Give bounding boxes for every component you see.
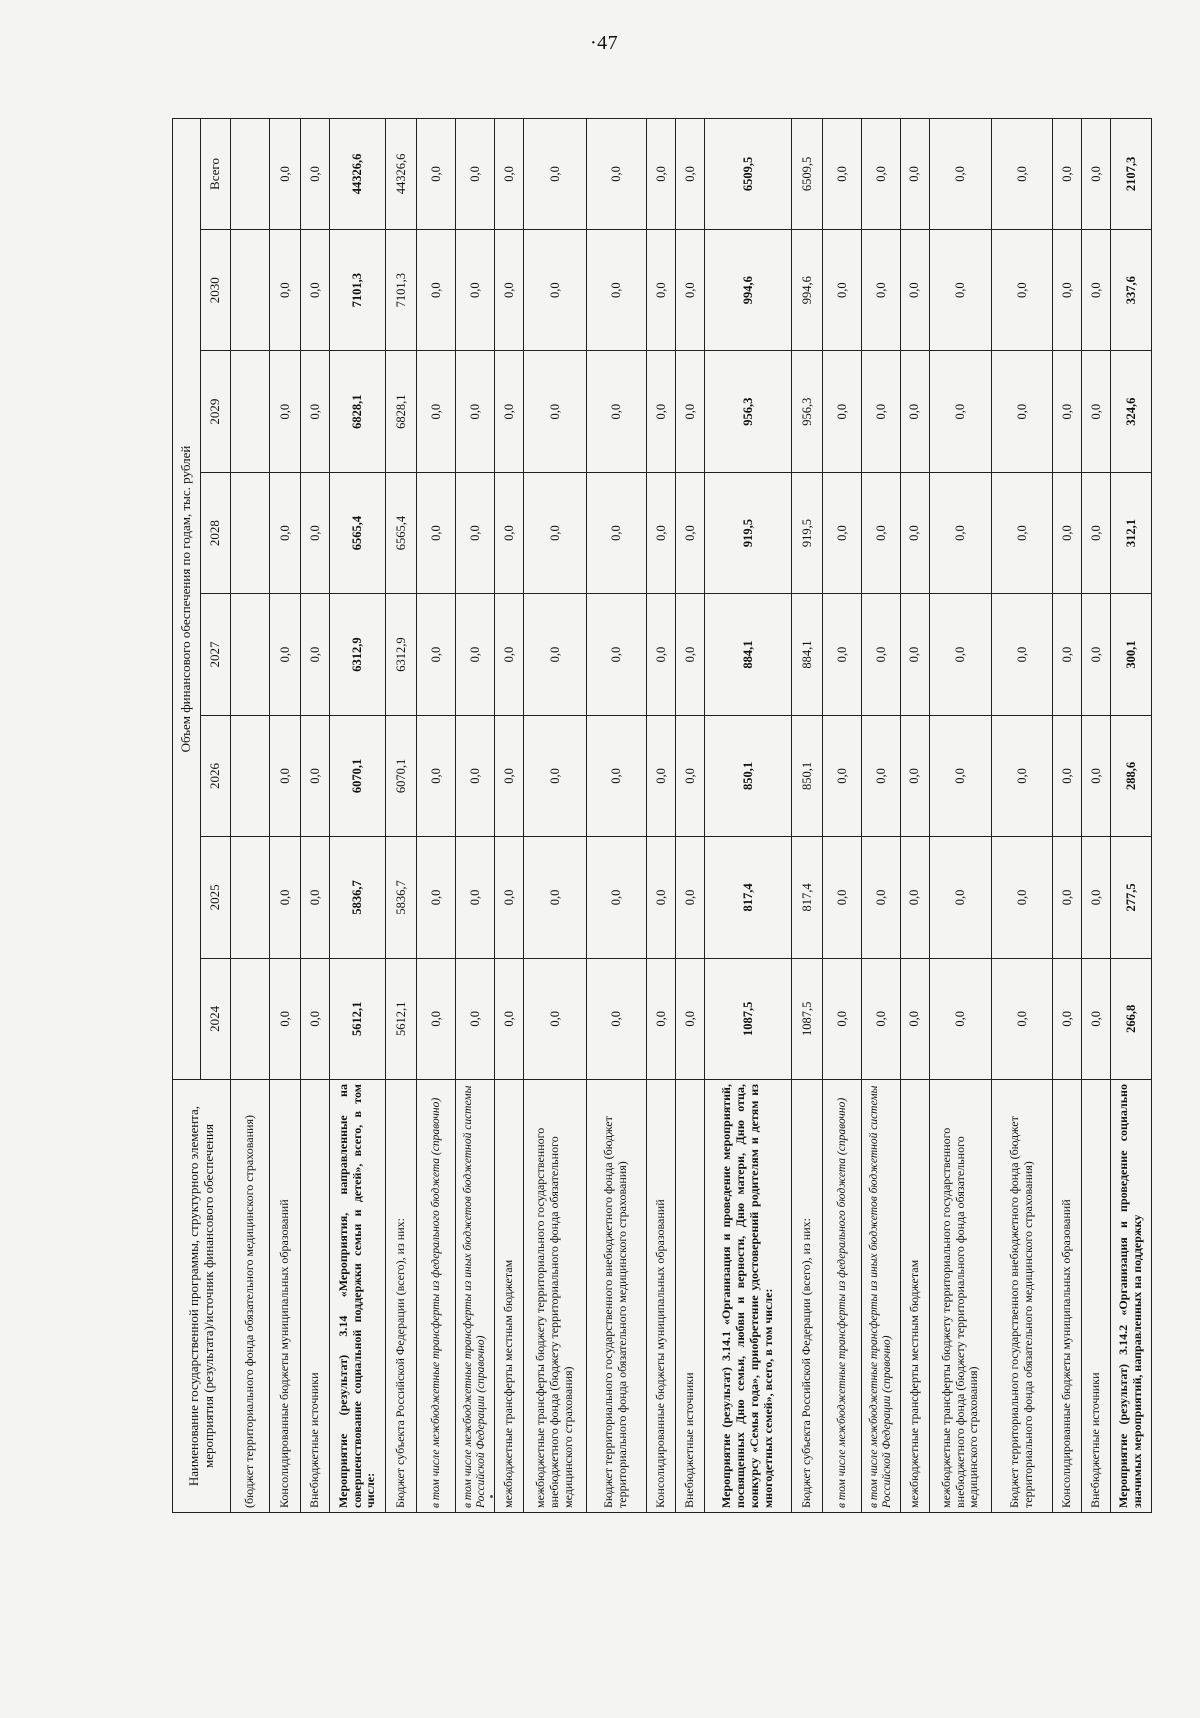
cell-year-value: 0,0 xyxy=(494,472,523,593)
cell-year-value: 0,0 xyxy=(417,958,456,1079)
cell-year-value: 0,0 xyxy=(417,837,456,958)
row-label: Мероприятие (результат) 3.14.1 «Организация и проведение мероприятий, посвященных Дню семьи, любви и верности, Дню матери, Дню отца, конкурсу «Семья года», приобретение удостоверений родителям и детям из многодетных семей», всего, в том числе: xyxy=(704,1080,791,1513)
cell-year-value: 0,0 xyxy=(269,958,300,1079)
cell-year-value: 0,0 xyxy=(523,958,586,1079)
cell-year-value: 0,0 xyxy=(586,351,646,472)
row-label: Бюджет субъекта Российской Федерации (всего), из них: xyxy=(386,1080,417,1513)
cell-year-value: 0,0 xyxy=(494,837,523,958)
cell-year-value: 0,0 xyxy=(301,837,330,958)
cell-total: 0,0 xyxy=(1052,119,1081,230)
cell-total: 0,0 xyxy=(646,119,675,230)
cell-year-value: 0,0 xyxy=(992,351,1052,472)
cell-total: 6509,5 xyxy=(791,119,822,230)
cell-year-value: 0,0 xyxy=(929,837,992,958)
cell-year-value: 0,0 xyxy=(586,837,646,958)
cell-year-value: 0,0 xyxy=(586,594,646,715)
cell-year-value: 0,0 xyxy=(929,715,992,836)
cell-year-value: 0,0 xyxy=(823,594,862,715)
cell-year-value: 0,0 xyxy=(1081,351,1110,472)
cell-total: 0,0 xyxy=(494,119,523,230)
cell-year-value: 0,0 xyxy=(675,958,704,1079)
header-year: 2026 xyxy=(201,715,231,836)
cell-year-value: 0,0 xyxy=(586,958,646,1079)
cell-year-value xyxy=(231,715,270,836)
cell-year-value: 0,0 xyxy=(900,351,929,472)
cell-year-value: 0,0 xyxy=(1081,594,1110,715)
cell-year-value: 0,0 xyxy=(929,351,992,472)
cell-year-value: 0,0 xyxy=(861,594,900,715)
cell-year-value: 0,0 xyxy=(646,715,675,836)
header-year: 2027 xyxy=(201,594,231,715)
row-label: межбюджетные трансферты бюджету территориального государственного внебюджетного фонда (бюджету территориального фонда обязательного медицинского страхования) xyxy=(523,1080,586,1513)
cell-year-value: 919,5 xyxy=(791,472,822,593)
cell-year-value: 6565,4 xyxy=(386,472,417,593)
header-year: 2030 xyxy=(201,229,231,350)
cell-year-value: 0,0 xyxy=(494,715,523,836)
cell-year-value: 266,8 xyxy=(1110,958,1151,1079)
cell-year-value: 0,0 xyxy=(456,594,495,715)
table-viewport xyxy=(172,118,1152,1513)
cell-year-value: 0,0 xyxy=(301,351,330,472)
cell-year-value: 850,1 xyxy=(704,715,791,836)
cell-year-value: 300,1 xyxy=(1110,594,1151,715)
cell-year-value: 0,0 xyxy=(417,351,456,472)
cell-total: 0,0 xyxy=(301,119,330,230)
cell-year-value: 0,0 xyxy=(417,594,456,715)
cell-year-value: 0,0 xyxy=(523,351,586,472)
cell-year-value: 0,0 xyxy=(861,837,900,958)
table-row xyxy=(417,119,456,1513)
cell-total: 0,0 xyxy=(992,119,1052,230)
table-row xyxy=(992,119,1052,1513)
cell-year-value: 0,0 xyxy=(861,351,900,472)
cell-year-value: 0,0 xyxy=(675,229,704,350)
cell-year-value: 0,0 xyxy=(523,472,586,593)
cell-year-value: 0,0 xyxy=(417,472,456,593)
cell-year-value: 0,0 xyxy=(301,229,330,350)
table-row xyxy=(675,119,704,1513)
cell-year-value: 0,0 xyxy=(1052,351,1081,472)
cell-year-value: 0,0 xyxy=(646,472,675,593)
cell-year-value: 0,0 xyxy=(675,594,704,715)
row-label: Бюджет территориального государственного внебюджетного фонда (бюджет территориального фонда обязательного медицинского страхования) xyxy=(586,1080,646,1513)
cell-year-value: 0,0 xyxy=(823,715,862,836)
row-label: межбюджетные трансферты бюджету территориального государственного внебюджетного фонда (бюджету территориального фонда обязательного медицинского страхования) xyxy=(929,1080,992,1513)
cell-year-value: 5836,7 xyxy=(386,837,417,958)
table-row xyxy=(301,119,330,1513)
row-label: межбюджетные трансферты местным бюджетам xyxy=(900,1080,929,1513)
cell-year-value: 0,0 xyxy=(929,594,992,715)
cell-year-value xyxy=(231,229,270,350)
cell-year-value: 0,0 xyxy=(992,594,1052,715)
cell-year-value: 956,3 xyxy=(704,351,791,472)
cell-year-value: 0,0 xyxy=(269,837,300,958)
row-label: в том числе межбюджетные трансферты из федерального бюджета (справочно) xyxy=(417,1080,456,1513)
table-row xyxy=(861,119,900,1513)
row-label: в том числе межбюджетные трансферты из иных бюджетов бюджетной системы Российской Федерации (справочно) xyxy=(456,1080,495,1513)
table-row xyxy=(456,119,495,1513)
cell-year-value: 6312,9 xyxy=(330,594,386,715)
cell-total: 0,0 xyxy=(861,119,900,230)
cell-year-value: 6070,1 xyxy=(386,715,417,836)
table-row xyxy=(704,119,791,1513)
cell-year-value: 0,0 xyxy=(269,472,300,593)
row-label: (бюджет территориального фонда обязательного медицинского страхования) xyxy=(231,1080,270,1513)
cell-year-value: 0,0 xyxy=(494,958,523,1079)
cell-year-value: 0,0 xyxy=(646,958,675,1079)
cell-total: 44326,6 xyxy=(330,119,386,230)
cell-year-value: 5612,1 xyxy=(330,958,386,1079)
cell-year-value: 0,0 xyxy=(823,472,862,593)
cell-year-value: 0,0 xyxy=(456,958,495,1079)
header-total: Всего xyxy=(201,119,231,230)
cell-year-value: 0,0 xyxy=(823,958,862,1079)
cell-year-value: 850,1 xyxy=(791,715,822,836)
cell-year-value: 5836,7 xyxy=(330,837,386,958)
cell-year-value: 5612,1 xyxy=(386,958,417,1079)
table-row xyxy=(269,119,300,1513)
cell-year-value: 6312,9 xyxy=(386,594,417,715)
header-name-column: Наименование государственной программы, структурного элемента, мероприятия (результата)/источник финансового обеспечения xyxy=(173,1080,231,1513)
cell-year-value: 0,0 xyxy=(586,229,646,350)
table-row xyxy=(929,119,992,1513)
row-label: Внебюджетные источники xyxy=(675,1080,704,1513)
row-label: Бюджет территориального государственного внебюджетного фонда (бюджет территориального фонда обязательного медицинского страхования) xyxy=(992,1080,1052,1513)
financing-table xyxy=(172,118,1152,1513)
cell-total: 0,0 xyxy=(586,119,646,230)
cell-total: 0,0 xyxy=(523,119,586,230)
cell-year-value: 0,0 xyxy=(900,594,929,715)
cell-year-value: 0,0 xyxy=(646,837,675,958)
cell-year-value: 0,0 xyxy=(269,594,300,715)
cell-year-value: 1087,5 xyxy=(791,958,822,1079)
row-label: Консолидированные бюджеты муниципальных образований xyxy=(646,1080,675,1513)
page-number: ·47 xyxy=(590,32,619,54)
table-row xyxy=(494,119,523,1513)
cell-total: 44326,6 xyxy=(386,119,417,230)
table-row xyxy=(1110,119,1151,1513)
row-label: межбюджетные трансферты местным бюджетам xyxy=(494,1080,523,1513)
cell-year-value: 0,0 xyxy=(586,472,646,593)
cell-total: 0,0 xyxy=(456,119,495,230)
cell-total: 0,0 xyxy=(900,119,929,230)
cell-year-value: 0,0 xyxy=(301,472,330,593)
cell-year-value: 0,0 xyxy=(861,958,900,1079)
cell-year-value: 0,0 xyxy=(646,229,675,350)
cell-year-value: 0,0 xyxy=(494,229,523,350)
cell-year-value xyxy=(231,472,270,593)
cell-year-value: 337,6 xyxy=(1110,229,1151,350)
cell-year-value: 0,0 xyxy=(1081,715,1110,836)
cell-year-value: 0,0 xyxy=(1081,837,1110,958)
cell-year-value: 0,0 xyxy=(992,229,1052,350)
cell-year-value: 0,0 xyxy=(417,715,456,836)
cell-year-value: 0,0 xyxy=(269,715,300,836)
cell-year-value: 0,0 xyxy=(1081,472,1110,593)
cell-year-value: 0,0 xyxy=(586,715,646,836)
cell-year-value: 0,0 xyxy=(929,472,992,593)
cell-year-value: 0,0 xyxy=(992,837,1052,958)
row-label: Внебюджетные источники xyxy=(301,1080,330,1513)
table-row xyxy=(586,119,646,1513)
cell-year-value: 0,0 xyxy=(456,715,495,836)
cell-total: 0,0 xyxy=(1081,119,1110,230)
cell-year-value: 994,6 xyxy=(704,229,791,350)
header-group: Объем финансового обеспечения по годам, тыс. рублей xyxy=(173,119,201,1080)
cell-year-value: 0,0 xyxy=(456,837,495,958)
cell-year-value: 0,0 xyxy=(1081,229,1110,350)
cell-year-value xyxy=(231,837,270,958)
cell-year-value: 956,3 xyxy=(791,351,822,472)
cell-total: 2107,3 xyxy=(1110,119,1151,230)
cell-year-value: 288,6 xyxy=(1110,715,1151,836)
cell-total: 0,0 xyxy=(417,119,456,230)
cell-year-value: 0,0 xyxy=(929,958,992,1079)
header-year: 2024 xyxy=(201,958,231,1079)
scan-speck xyxy=(490,1495,493,1498)
cell-year-value: 0,0 xyxy=(900,472,929,593)
header-year: 2028 xyxy=(201,472,231,593)
cell-year-value: 312,1 xyxy=(1110,472,1151,593)
cell-year-value: 0,0 xyxy=(646,594,675,715)
table-row xyxy=(900,119,929,1513)
cell-year-value: 0,0 xyxy=(417,229,456,350)
cell-year-value: 0,0 xyxy=(494,351,523,472)
cell-year-value: 0,0 xyxy=(269,351,300,472)
table-row xyxy=(386,119,417,1513)
cell-total: 0,0 xyxy=(675,119,704,230)
cell-year-value: 0,0 xyxy=(675,837,704,958)
cell-total xyxy=(231,119,270,230)
cell-year-value xyxy=(231,594,270,715)
cell-year-value: 919,5 xyxy=(704,472,791,593)
table-row xyxy=(791,119,822,1513)
row-label: Консолидированные бюджеты муниципальных образований xyxy=(269,1080,300,1513)
row-label: Консолидированные бюджеты муниципальных образований xyxy=(1052,1080,1081,1513)
table-row xyxy=(646,119,675,1513)
cell-year-value: 884,1 xyxy=(704,594,791,715)
cell-year-value: 0,0 xyxy=(823,351,862,472)
cell-year-value: 0,0 xyxy=(992,715,1052,836)
table-row xyxy=(1081,119,1110,1513)
cell-year-value: 0,0 xyxy=(523,715,586,836)
cell-year-value: 817,4 xyxy=(704,837,791,958)
cell-year-value: 0,0 xyxy=(900,837,929,958)
row-label: Мероприятие (результат) 3.14.2 «Организация и проведение социально значимых мероприятий, направленных на поддержку xyxy=(1110,1080,1151,1513)
cell-year-value: 0,0 xyxy=(900,715,929,836)
cell-year-value: 7101,3 xyxy=(330,229,386,350)
table-row xyxy=(1052,119,1081,1513)
cell-year-value: 0,0 xyxy=(675,715,704,836)
cell-total: 6509,5 xyxy=(704,119,791,230)
cell-year-value: 0,0 xyxy=(1052,229,1081,350)
table-row xyxy=(330,119,386,1513)
table-row xyxy=(231,119,270,1513)
cell-year-value: 0,0 xyxy=(823,229,862,350)
cell-year-value: 324,6 xyxy=(1110,351,1151,472)
cell-year-value: 0,0 xyxy=(523,229,586,350)
cell-year-value: 0,0 xyxy=(900,229,929,350)
table-row xyxy=(523,119,586,1513)
cell-year-value: 0,0 xyxy=(900,958,929,1079)
cell-year-value: 884,1 xyxy=(791,594,822,715)
cell-year-value: 0,0 xyxy=(1052,958,1081,1079)
cell-year-value: 7101,3 xyxy=(386,229,417,350)
cell-total: 0,0 xyxy=(823,119,862,230)
cell-year-value xyxy=(231,958,270,1079)
cell-total: 0,0 xyxy=(929,119,992,230)
table-header xyxy=(173,119,231,1513)
cell-year-value: 817,4 xyxy=(791,837,822,958)
cell-year-value: 0,0 xyxy=(992,958,1052,1079)
cell-year-value: 0,0 xyxy=(861,229,900,350)
cell-year-value: 0,0 xyxy=(456,472,495,593)
cell-year-value: 0,0 xyxy=(861,715,900,836)
cell-year-value: 0,0 xyxy=(1052,715,1081,836)
cell-year-value: 0,0 xyxy=(675,472,704,593)
table-row xyxy=(823,119,862,1513)
cell-year-value: 0,0 xyxy=(301,958,330,1079)
cell-year-value: 0,0 xyxy=(456,351,495,472)
cell-year-value: 0,0 xyxy=(456,229,495,350)
cell-year-value: 0,0 xyxy=(494,594,523,715)
header-year: 2029 xyxy=(201,351,231,472)
cell-year-value: 0,0 xyxy=(1052,472,1081,593)
cell-year-value: 0,0 xyxy=(823,837,862,958)
cell-year-value: 0,0 xyxy=(269,229,300,350)
cell-year-value: 0,0 xyxy=(1052,594,1081,715)
header-year: 2025 xyxy=(201,837,231,958)
cell-year-value: 6070,1 xyxy=(330,715,386,836)
row-label: в том числе межбюджетные трансферты из федерального бюджета (справочно) xyxy=(823,1080,862,1513)
cell-year-value: 6828,1 xyxy=(330,351,386,472)
cell-year-value: 6565,4 xyxy=(330,472,386,593)
table-rotated-container xyxy=(172,118,1152,1513)
cell-year-value: 0,0 xyxy=(523,594,586,715)
cell-year-value xyxy=(231,351,270,472)
cell-year-value: 0,0 xyxy=(301,594,330,715)
row-label: Мероприятие (результат) 3.14 «Мероприятия, направленные на совершенствование социальной поддержки семьи и детей», всего, в том числе: xyxy=(330,1080,386,1513)
cell-year-value: 0,0 xyxy=(861,472,900,593)
cell-year-value: 0,0 xyxy=(1052,837,1081,958)
cell-year-value: 0,0 xyxy=(523,837,586,958)
cell-year-value: 0,0 xyxy=(675,351,704,472)
cell-year-value: 994,6 xyxy=(791,229,822,350)
cell-year-value: 0,0 xyxy=(1081,958,1110,1079)
row-label: Внебюджетные источники xyxy=(1081,1080,1110,1513)
table-body xyxy=(231,119,1152,1513)
cell-year-value: 1087,5 xyxy=(704,958,791,1079)
cell-year-value: 0,0 xyxy=(992,472,1052,593)
cell-year-value: 0,0 xyxy=(929,229,992,350)
cell-total: 0,0 xyxy=(269,119,300,230)
row-label: Бюджет субъекта Российской Федерации (всего), из них: xyxy=(791,1080,822,1513)
cell-year-value: 0,0 xyxy=(301,715,330,836)
cell-year-value: 6828,1 xyxy=(386,351,417,472)
cell-year-value: 277,5 xyxy=(1110,837,1151,958)
cell-year-value: 0,0 xyxy=(646,351,675,472)
row-label: в том числе межбюджетные трансферты из иных бюджетов бюджетной системы Российской Федерации (справочно) xyxy=(861,1080,900,1513)
